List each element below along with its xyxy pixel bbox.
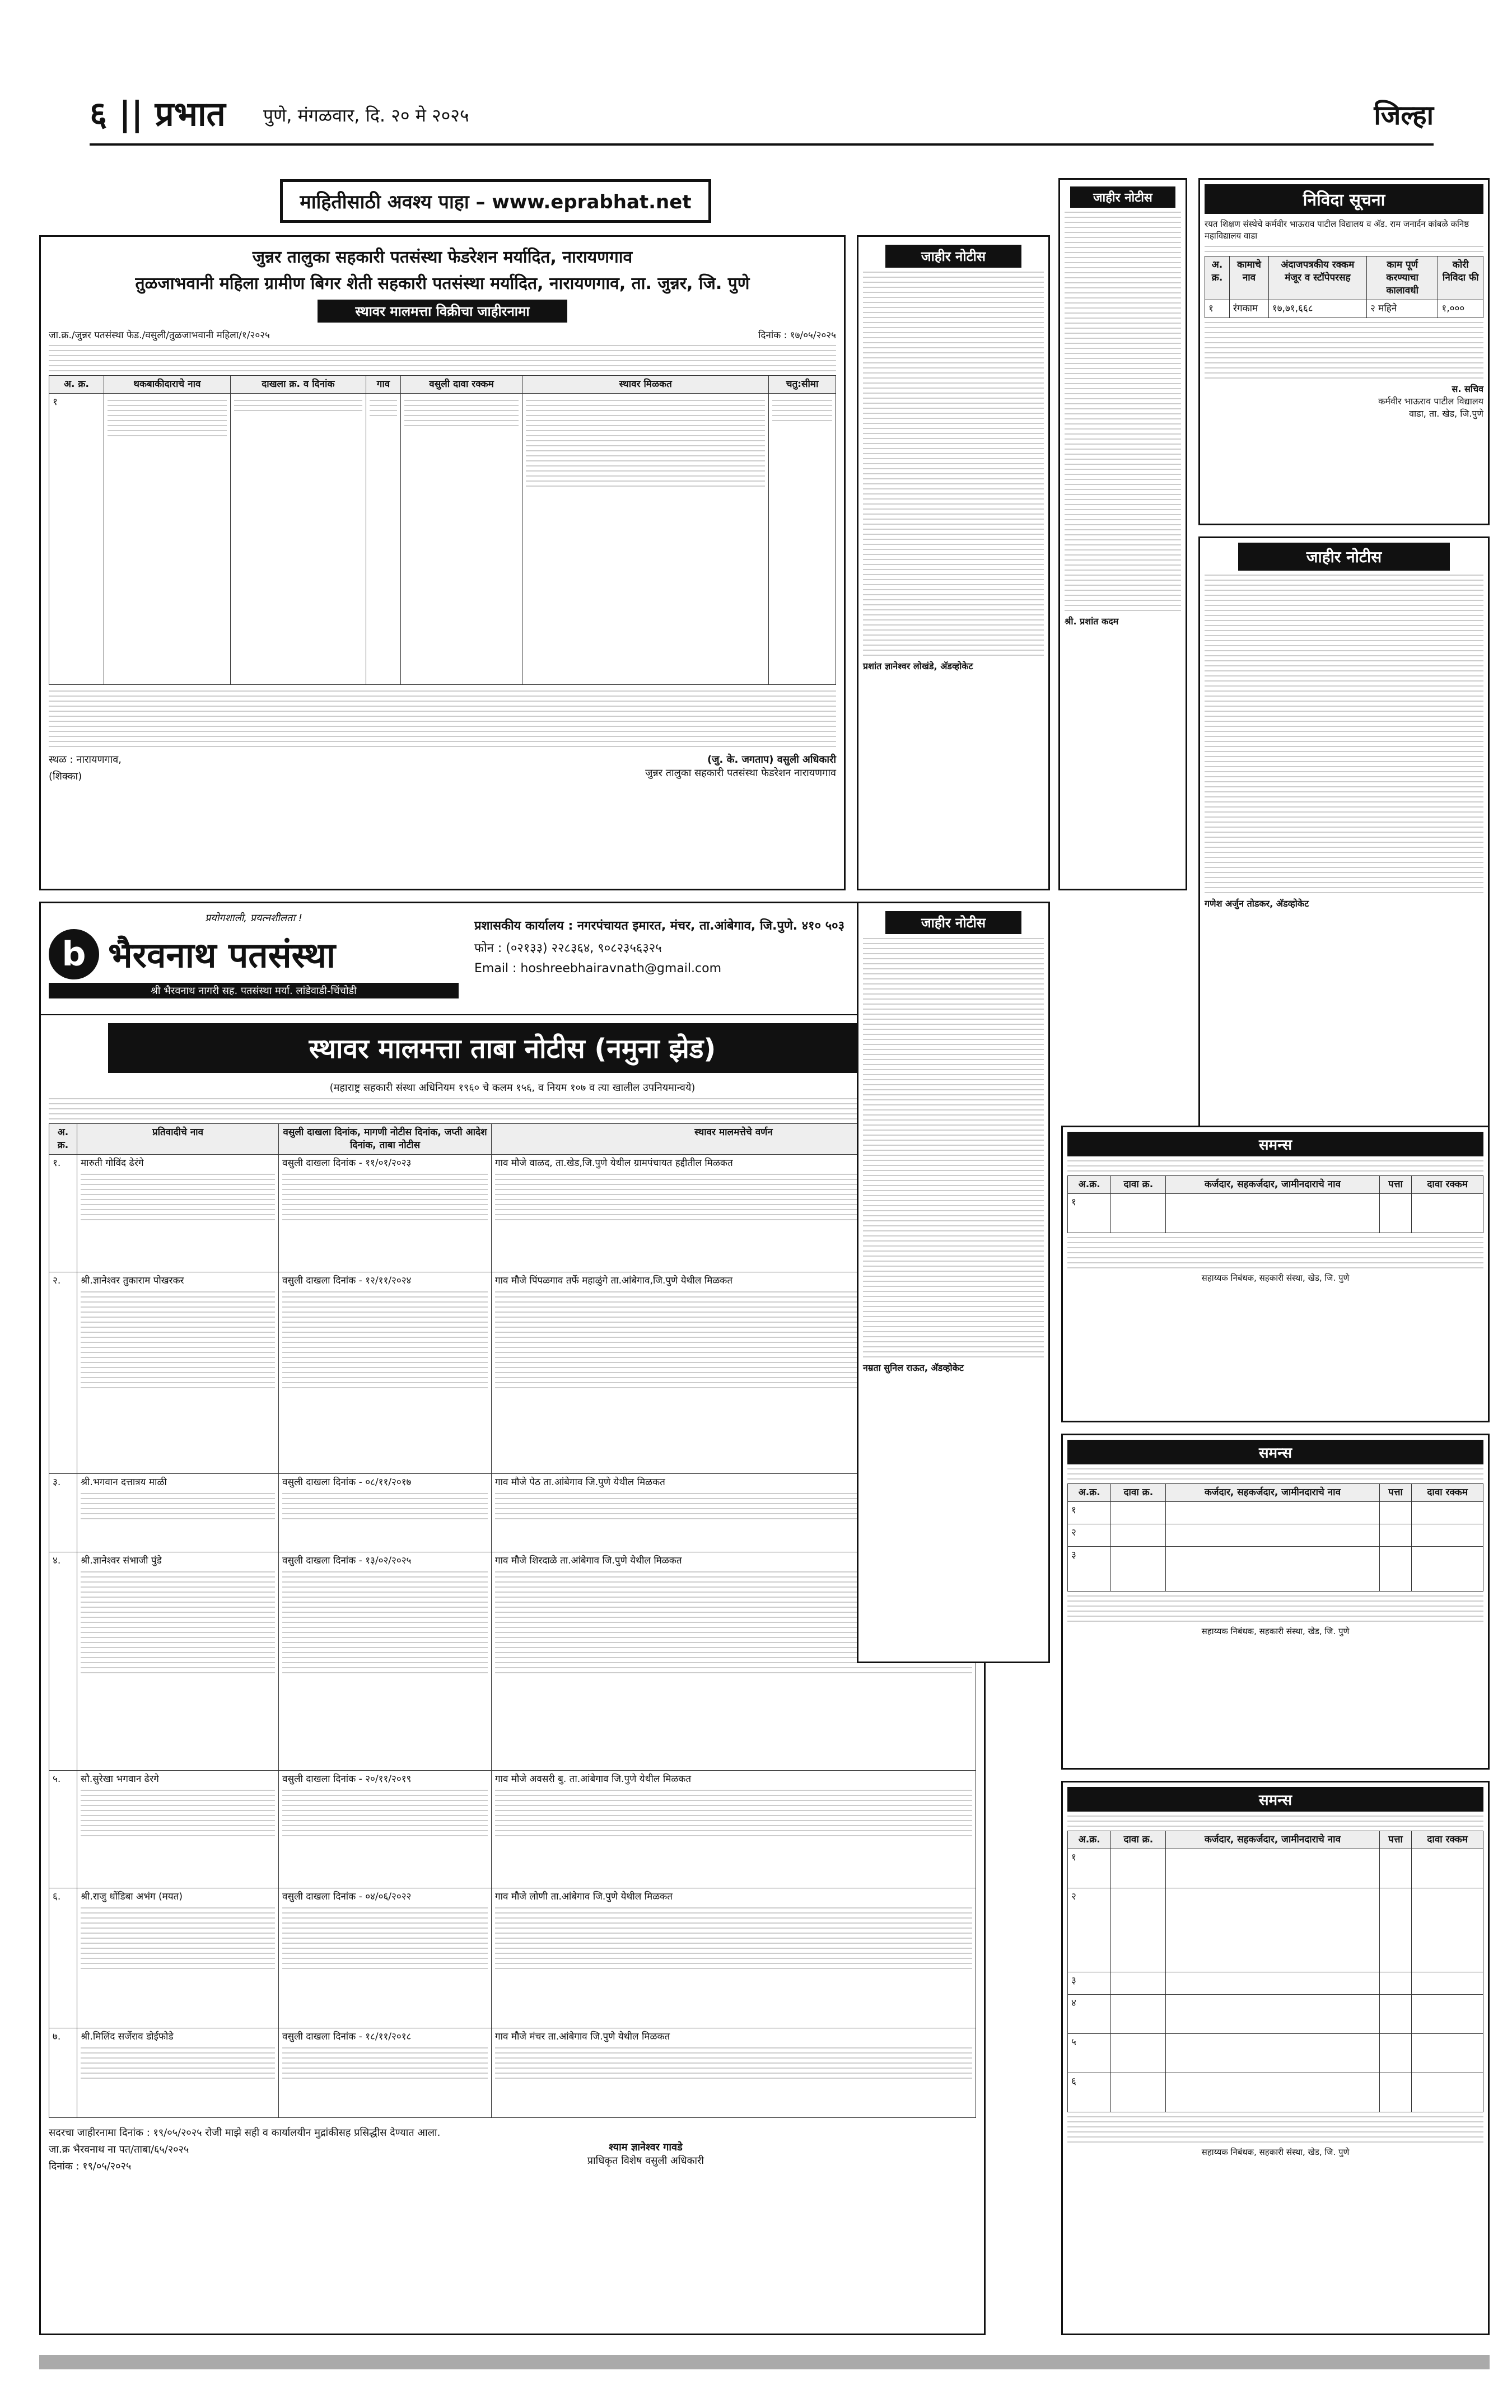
table-cell (1379, 2034, 1412, 2073)
cell-text: गाव मौजे शिरदाळे ता.आंबेगाव जि.पुणे येथील मिळकत (495, 1555, 682, 1566)
org-line-1: जुन्नर तालुका सहकारी पतसंस्था फेडरेशन मर्यादित, नारायणगाव (252, 248, 633, 267)
column-header: अ. क्र. (49, 376, 104, 394)
column-header: दावा रक्कम (1412, 1176, 1483, 1194)
table-cell (49, 1771, 77, 1888)
tender-table (1205, 256, 1483, 318)
column-header: कोरी निविदा फी (1438, 256, 1483, 300)
table-cell (230, 394, 366, 685)
table-cell (1379, 1888, 1412, 1972)
junnar-table (49, 375, 836, 685)
notice-date: दिनांक : १७/०५/२०२५ (758, 330, 836, 341)
table-cell: १ (1068, 1849, 1111, 1888)
page-header (90, 84, 1434, 146)
table-cell (1166, 1502, 1379, 1524)
table-row (49, 1888, 976, 2028)
table-cell (49, 1888, 77, 2028)
phone: फोन : (०२१३३) २२८३६४, ९०८२३५६३२५ (474, 941, 662, 955)
table-cell: १ (1068, 1502, 1111, 1524)
cell-text: वसुली दाखला दिनांक - १८/११/२०१८ (282, 2031, 412, 2042)
office: प्रशासकीय कार्यालय : नगरपंचायत इमारत, मंचर, ता.आंबेगाव, जि.पुणे. ४१० ५०३ (474, 919, 845, 933)
table-cell (1412, 1502, 1483, 1524)
table-cell (279, 1474, 492, 1552)
tender-sign-2: कर्मवीर भाऊराव पाटील विद्यालय (1378, 396, 1483, 407)
cell-text: ५. (53, 1774, 61, 1785)
table-cell: २ (1068, 1524, 1111, 1547)
table-cell (279, 1155, 492, 1272)
notice-body (1065, 212, 1181, 611)
column-header: पत्ता (1379, 1484, 1412, 1502)
table-cell (1111, 1547, 1166, 1592)
table-cell (1166, 1888, 1379, 1972)
middle-notice-3 (857, 902, 1050, 1663)
table-cell (49, 1272, 77, 1474)
column-header: अ.क्र. (1068, 1176, 1111, 1194)
table-cell (1412, 1524, 1483, 1547)
org-name: भैरवनाथ पतसंस्था (108, 935, 336, 976)
samans-body (1067, 1237, 1483, 1268)
table-cell (1111, 1849, 1166, 1888)
cell-text: वसुली दाखला दिनांक - १३/०२/२०२५ (282, 1555, 412, 1566)
tender-sign-3: वाडा, ता. खेड, जि.पुणे (1409, 408, 1483, 419)
right-notice (1198, 536, 1490, 1147)
column-header: वसुली दाखला दिनांक, मागणी नोटीस दिनांक, जप्ती आदेश दिनांक, ताबा नोटीस (279, 1124, 492, 1155)
column-header: कर्जदार, सहकर्जदार, जामीनदाराचे नाव (1166, 1176, 1379, 1194)
possession-title: स्थावर मालमत्ता ताबा नोटीस (नमुना झेड) (108, 1023, 917, 1073)
table-cell (1379, 1849, 1412, 1888)
table-cell (77, 1272, 279, 1474)
table-cell (1166, 1995, 1379, 2034)
table-cell (1111, 1888, 1166, 1972)
samans-title: समन्स (1067, 1787, 1483, 1812)
table-cell (1412, 1547, 1483, 1592)
tender-title: निविदा सूचना (1205, 184, 1483, 214)
table-cell (1412, 1888, 1483, 1972)
table-cell (366, 394, 401, 685)
samans-sign: सहाय्यक निबंधक, सहकारी संस्था, खेड, जि. पुणे (1201, 2147, 1350, 2157)
logo-icon: b (49, 929, 99, 979)
org-sub: श्री भैरवनाथ नागरी सह. पतसंस्था मर्या. लांडेवाडी-चिंचोडी (49, 983, 459, 998)
cell-text: वसुली दाखला दिनांक - ०४/०६/२०२२ (282, 1891, 412, 1902)
samans-2 (1061, 1434, 1490, 1770)
samans-body (1067, 1595, 1483, 1622)
ref-number: जा.क्र./जुन्नर पतसंस्था फेड./वसुली/तुळजाभवानी महिला/१/२०२५ (49, 330, 270, 341)
column-header: अ. क्र. (49, 1124, 77, 1155)
cell-text: १. (53, 1158, 61, 1169)
table-cell (49, 1552, 77, 1771)
cell-text: श्री.ज्ञानेश्वर संभाजी पुंडे (81, 1555, 162, 1566)
notice-body (1205, 575, 1483, 893)
tender-intro: रयत शिक्षण संस्थेचे कर्मवीर भाऊराव पाटील विद्यालय व अ‍ॅड. राम जनार्दन कांबळे कनिष्ठ महाविद्यालय वाडा (1205, 219, 1469, 241)
table-cell: ४ (1068, 1995, 1111, 2034)
column-header: दावा क्र. (1111, 1831, 1166, 1849)
table-cell (1412, 2034, 1483, 2073)
table-cell (1166, 1524, 1379, 1547)
column-header: काम पूर्ण करण्याचा कालावधी (1366, 256, 1438, 300)
column-header: कर्जदार, सहकर्जदार, जामीनदाराचे नाव (1166, 1484, 1379, 1502)
table-cell (1412, 1995, 1483, 2034)
tagline: प्रयोगशाली, प्रयत्नशीलता ! (205, 912, 302, 924)
notice-sign: श्री. प्रशांत कदम (1065, 616, 1119, 627)
table-cell (1166, 1194, 1379, 1233)
possession-table (49, 1123, 976, 2118)
table-cell (1379, 1194, 1412, 1233)
samans-sign: सहाय्यक निबंधक, सहकारी संस्था, खेड, जि. पुणे (1201, 1273, 1350, 1283)
table-cell (1379, 1502, 1412, 1524)
table-cell (492, 1771, 976, 1888)
table-cell (77, 1155, 279, 1272)
notice-title: जाहीर नोटीस (885, 245, 1021, 268)
table-row (49, 1552, 976, 1771)
table-cell (1111, 2034, 1166, 2073)
cell-text: गाव मौजे लोणी ता.आंबेगाव जि.पुणे येथील मिळकत (495, 1891, 673, 1902)
cell-text: श्री.भगवान दत्तात्रय माळी (81, 1477, 167, 1488)
cell-text: ७. (53, 2031, 61, 2042)
intro-text (49, 345, 836, 371)
samans-title: समन्स (1067, 1132, 1483, 1156)
tender-body (1205, 246, 1483, 252)
notice-sign: नम्रता सुनिल राऊत, अ‍ॅडव्होकेट (863, 1362, 964, 1373)
table-cell: ६ (1068, 2073, 1111, 2112)
column-header: कर्जदार, सहकर्जदार, जामीनदाराचे नाव (1166, 1831, 1379, 1849)
place: स्थळ : नारायणगाव, (49, 754, 122, 766)
table-cell (1412, 1972, 1483, 1995)
samans-body (1067, 1160, 1483, 1172)
cell-text: गाव मौजे पिंपळगाव तर्फे महाळुंगे ता.आंबेगाव,जि.पुणे येथील मिळकत (495, 1275, 733, 1286)
notice-sign: प्रशांत ज्ञानेश्वर लोखंडे, अ‍ॅडव्होकेट (863, 661, 973, 671)
terms-text (49, 690, 836, 747)
column-header: दावा रक्कम (1412, 1484, 1483, 1502)
table-cell (1166, 2034, 1379, 2073)
sign-role: प्राधिकृत विशेष वसुली अधिकारी (587, 2155, 704, 2167)
column-header: प्रतिवादीचे नाव (77, 1124, 279, 1155)
cell-text: श्री.राजु धोंडिबा अभंग (मयत) (81, 1891, 183, 1902)
table-cell (1379, 1995, 1412, 2034)
cell-text: मारुती गोविंद ढेरंगे (81, 1158, 144, 1169)
seal: (शिक्का) (49, 771, 82, 782)
column-header: दावा क्र. (1111, 1176, 1166, 1194)
samans-body (1067, 1468, 1483, 1480)
table-cell (1111, 2073, 1166, 2112)
cell-text: वसुली दाखला दिनांक - २०/११/२०१९ (282, 1774, 412, 1785)
table-cell: २ महिने (1366, 300, 1438, 318)
column-header: गाव (366, 376, 401, 394)
table-cell: १ (49, 394, 104, 685)
notice-title: जाहीर नोटीस (1070, 186, 1175, 208)
cell-text: श्री.ज्ञानेश्वर तुकाराम पोखरकर (81, 1275, 184, 1286)
middle-notice-2 (1058, 178, 1187, 890)
samans-3 (1061, 1781, 1490, 2335)
cell-text: सौ.सुरेखा भगवान ढेरगे (81, 1774, 159, 1785)
cell-text: ३. (53, 1477, 61, 1488)
middle-notice-1 (857, 235, 1050, 890)
notice-title: स्थावर मालमत्ता विक्रीचा जाहीरनामा (318, 300, 567, 323)
column-header: पत्ता (1379, 1831, 1412, 1849)
cell-text: गाव मौजे वाळद, ता.खेड,जि.पुणे येथील ग्रामपंचायत हद्दीतील मिळकत (495, 1158, 733, 1169)
section-title: जिल्हा (1374, 100, 1434, 131)
samans-table (1067, 1831, 1483, 2112)
column-header: वसुली दावा रक्कम (400, 376, 522, 394)
cell-text: ४. (53, 1555, 61, 1566)
notice-sign: गणेश अर्जुन तोडकर, अ‍ॅडव्होकेट (1205, 898, 1309, 909)
samans-body (1067, 1816, 1483, 1827)
table-cell (49, 2028, 77, 2118)
signature-org: जुन्नर तालुका सहकारी पतसंस्था फेडरेशन नारायणगाव (645, 767, 836, 779)
banner-text: माहितीसाठी अवश्य पाहा – www.eprabhat.net (300, 191, 692, 213)
cell-text: श्री.मिलिंद सर्जेराव डोईफोडे (81, 2031, 174, 2042)
notice-body (863, 272, 1044, 656)
table-cell (1166, 2073, 1379, 2112)
table-cell (104, 394, 230, 685)
table-cell (1166, 1972, 1379, 1995)
page-number: ६ || प्रभात (90, 95, 226, 134)
intro-paragraph (41, 1098, 984, 1119)
table-row (49, 1272, 976, 1474)
table-cell (279, 1272, 492, 1474)
eprabhat-banner (280, 179, 711, 223)
table-row (49, 1474, 976, 1552)
email: Email : hoshreebhairavnath@gmail.com (474, 962, 721, 976)
column-header: स्थावर मिळकत (522, 376, 769, 394)
samans-1 (1061, 1126, 1490, 1422)
samans-title: समन्स (1067, 1440, 1483, 1464)
table-cell (1111, 1995, 1166, 2034)
table-cell (279, 1552, 492, 1771)
table-cell (77, 2028, 279, 2118)
samans-sign: सहाय्यक निबंधक, सहकारी संस्था, खेड, जि. पुणे (1201, 1626, 1350, 1636)
table-cell (1412, 2073, 1483, 2112)
cell-text: ६. (53, 1891, 61, 1902)
table-cell (492, 2028, 976, 2118)
table-cell (1166, 1547, 1379, 1592)
table-cell (1379, 1524, 1412, 1547)
table-cell (400, 394, 522, 685)
samans-table (1067, 1483, 1483, 1592)
table-cell (1166, 1849, 1379, 1888)
table-row (49, 1155, 976, 1272)
table-cell: १ (1068, 1194, 1111, 1233)
column-header: अ. क्र. (1205, 256, 1230, 300)
column-header: कामाचे नाव (1230, 256, 1269, 300)
table-cell (1379, 1972, 1412, 1995)
cell-text: वसुली दाखला दिनांक - ०८/११/२०१७ (282, 1477, 412, 1488)
table-cell (1412, 1849, 1483, 1888)
cell-text: गाव मौजे पेठ ता.आंबेगाव जि.पुणे येथील मिळकत (495, 1477, 665, 1488)
table-cell (77, 1888, 279, 2028)
table-cell (279, 1771, 492, 1888)
tender-sign-1: स. सचिव (1452, 384, 1483, 394)
table-cell (492, 1888, 976, 2028)
table-cell (49, 1474, 77, 1552)
table-cell (49, 1155, 77, 1272)
table-cell (77, 1474, 279, 1552)
date-line: पुणे, मंगळवार, दि. २० मे २०२५ (263, 105, 469, 126)
samans-body (1067, 2116, 1483, 2143)
signature: (जु. के. जगताप) वसुली अधिकारी (707, 754, 836, 766)
tender-terms (1205, 322, 1483, 379)
table-cell (1412, 1194, 1483, 1233)
column-header: दावा रक्कम (1412, 1831, 1483, 1849)
column-header: पत्ता (1379, 1176, 1412, 1194)
sign-name: श्याम ज्ञानेश्वर गावडे (609, 2141, 683, 2153)
table-row (49, 2028, 976, 2118)
table-cell (1111, 1972, 1166, 1995)
table-cell (769, 394, 836, 685)
samans-table (1067, 1175, 1483, 1233)
table-cell: २ (1068, 1888, 1111, 1972)
table-cell (279, 1888, 492, 2028)
table-cell (1111, 1194, 1166, 1233)
table-cell: ३ (1068, 1972, 1111, 1995)
law-line: (महाराष्ट्र सहकारी संस्था अधिनियम १९६० चे कलम १५६, व नियम १०७ व त्या खालील उपनियमान्वये) (329, 1082, 696, 1094)
column-header: थकबाकीदाराचे नाव (104, 376, 230, 394)
table-cell: रंगकाम (1230, 300, 1269, 318)
column-header: स्थावर मालमत्तेचे वर्णन (492, 1124, 976, 1155)
table-cell (279, 2028, 492, 2118)
cell-text: गाव मौजे मंचर ता.आंबेगाव जि.पुणे येथील मिळकत (495, 2031, 670, 2042)
table-cell (522, 394, 769, 685)
table-cell (77, 1771, 279, 1888)
table-cell (77, 1552, 279, 1771)
bottom-band (39, 2355, 1490, 2369)
footer-line-2: जा.क्र भैरवनाथ ना पत/ताबा/६५/२०२५ (49, 2144, 189, 2155)
table-cell: ३ (1068, 1547, 1111, 1592)
column-header: दाखला क्र. व दिनांक (230, 376, 366, 394)
footer-line-3: दिनांक : १९/०५/२०२५ (49, 2160, 132, 2172)
table-cell: १७,७१,६६८ (1268, 300, 1366, 318)
table-row (49, 1771, 976, 1888)
table-cell: १,००० (1438, 300, 1483, 318)
column-header: अंदाजपत्रकीय रक्कम मंजूर व स्टॉपेपरसह (1268, 256, 1366, 300)
footer-line-1: सदरचा जाहीरनामा दिनांक : १९/०५/२०२५ रोजी माझे सही व कार्यालयीन मुद्रांकीसह प्रसिद्धीस देण्यात आला. (49, 2127, 441, 2139)
table-cell (1379, 1547, 1412, 1592)
table-cell (1111, 1502, 1166, 1524)
table-cell (1379, 2073, 1412, 2112)
column-header: अ.क्र. (1068, 1484, 1111, 1502)
column-header: चतु:सीमा (769, 376, 836, 394)
junnar-notice (39, 235, 846, 890)
cell-text: २. (53, 1275, 61, 1286)
notice-title: जाहीर नोटीस (885, 911, 1021, 934)
column-header: दावा क्र. (1111, 1484, 1166, 1502)
table-cell (1111, 1524, 1166, 1547)
cell-text: वसुली दाखला दिनांक - १२/११/२०२४ (282, 1275, 412, 1286)
bhairavnath-notice (39, 902, 986, 2335)
cell-text: वसुली दाखला दिनांक - ११/०१/२०२३ (282, 1158, 412, 1169)
column-header: अ.क्र. (1068, 1831, 1111, 1849)
cell-text: गाव मौजे अवसरी बु. ता.आंबेगाव जि.पुणे येथील मिळकत (495, 1774, 692, 1785)
tender-notice (1198, 178, 1490, 525)
org-line-2: तुळजाभवानी महिला ग्रामीण बिगर शेती सहकारी पतसंस्था मर्यादित, नारायणगाव, ता. जुन्नर, जि. पुणे (135, 274, 750, 293)
table-cell: १ (1205, 300, 1230, 318)
notice-body (863, 938, 1044, 1357)
table-cell: ५ (1068, 2034, 1111, 2073)
notice-title: जाहीर नोटीस (1238, 543, 1450, 571)
